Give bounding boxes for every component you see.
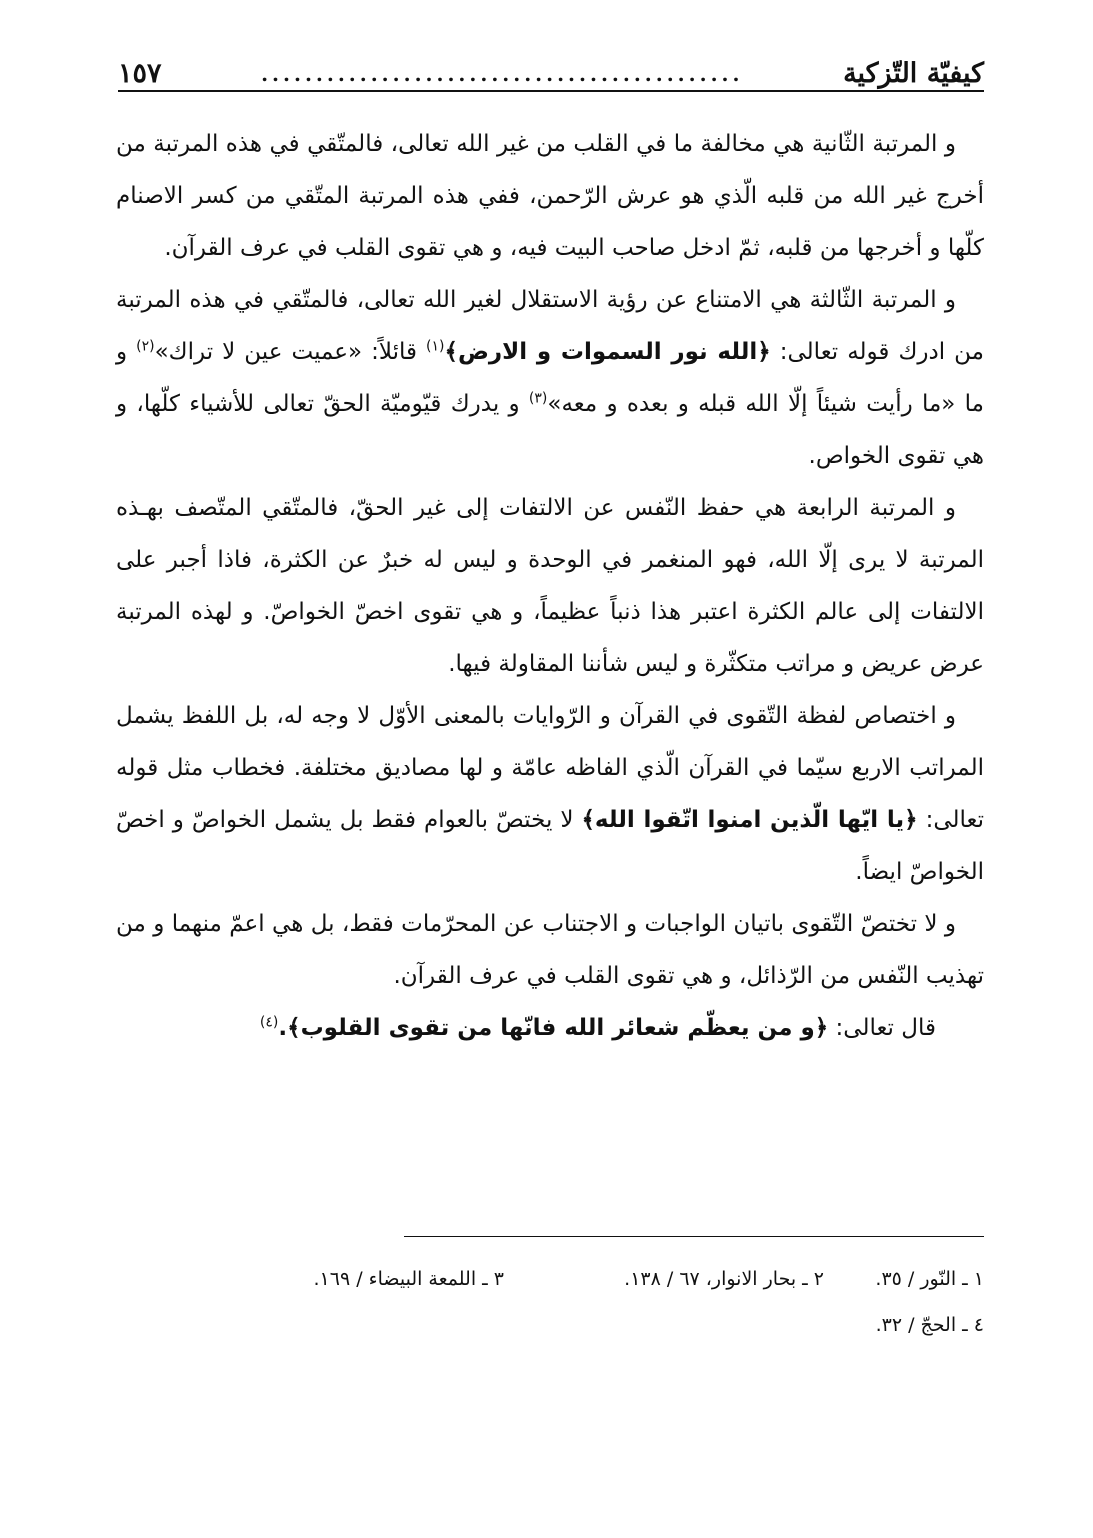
page-number: ١٥٧ — [118, 58, 162, 89]
paragraph-2-text-a: و المرتبة الثّالثة هي الامتناع عن رؤية الاستقلال لغير الله تعالى، فالمتّقي في هذه المرتبة من ادرك قوله تعالى: — [116, 287, 984, 365]
quran-quote-2: ﴿يا ايّها الّذين امنوا اتّقوا الله﴾ — [581, 807, 918, 833]
paragraph-2-text-b: قائلاً: «عميت عين لا تراك» — [154, 339, 427, 365]
footnote-rule — [404, 1236, 984, 1237]
footnote-ref-3: (٣) — [528, 390, 548, 407]
paragraph-5: و لا تختصّ التّقوى باتيان الواجبات و الاجتناب عن المحرّمات فقط، بل هي اعمّ منهما و من تهذيب النّفس من الرّذائل، و هي تقوى القلب في عرف القرآن. — [116, 911, 984, 989]
paragraph-3: و المرتبة الرابعة هي حفظ النّفس عن الالتفات إلى غير الحقّ، فالمتّقي المتّصف بهـذه المرتبة لا يرى إلّا الله، فهو المنغمر في الوحدة و ليس له خبرٌ عن الكثرة، فاذا أجبر على الالتفات إلى عالم الكثرة اعتبر هذا ذنباً عظيماً، و هي تقوى اخصّ الخواصّ. و لهذه المرتبة عرض عريض و مراتب متكثّرة و ليس شأننا المقاولة فيها. — [116, 495, 984, 677]
footnote-row-1 — [116, 1256, 984, 1302]
paragraph-4-text-b: لا يختصّ بالعوام فقط بل يشمل الخواصّ و اخصّ الخواصّ ايضاً. — [116, 807, 984, 885]
paragraph-2-text-c: و ما «ما رأيت شيئاً إلّا الله قبله و بعده و معه» — [116, 339, 984, 417]
footnote-3: ٣ ـ اللمعة البيضاء / ١٦٩. — [313, 1268, 504, 1290]
paragraph-1: و المرتبة الثّانية هي مخالفة ما في القلب من غير الله تعالى، فالمتّقي في هذه المرتبة من أخرج غير الله من قلبه الّذي هو عرش الرّحمن، ففي هذه المرتبة المتّقي من كسر الاصنام كلّها و أخرجها من قلبه، ثمّ ادخل صاحب البيت فيه، و هي تقوى القلب في عرف القرآن. — [116, 131, 984, 261]
running-header — [118, 34, 984, 94]
main-text — [116, 118, 984, 1054]
footnote-2: ٢ ـ بحار الانوار، ٦٧ / ١٣٨. — [624, 1268, 824, 1290]
footnotes — [116, 1256, 984, 1348]
paragraph-4 — [116, 690, 984, 898]
footnote-4: ٤ ـ الحجّ / ٣٢. — [875, 1314, 984, 1336]
leader-dots: ............................................ — [261, 62, 744, 86]
paragraph-6 — [116, 1002, 984, 1054]
footnote-row-2 — [116, 1302, 984, 1348]
footnote-1: ١ ـ النّور / ٣٥. — [875, 1268, 984, 1290]
quran-quote-3: ﴿و من يعظّم شعائر الله فانّها من تقوى القلوب﴾. — [278, 1015, 829, 1041]
footnote-ref-4: (٤) — [259, 1014, 279, 1031]
footnote-ref-2: (٢) — [136, 338, 155, 355]
paragraph-2-text-d: و يدرك قيّوميّة الحقّ تعالى للأشياء كلّها، و هي تقوى الخواص. — [116, 391, 984, 469]
paragraph-6-text-a: قال تعالى: — [828, 1015, 936, 1041]
header-rule — [118, 90, 984, 92]
quran-quote-1: ﴿الله نور السموات و الارض﴾ — [444, 339, 771, 365]
footnote-ref-1: (١) — [426, 338, 445, 355]
chapter-title: كيفيّة التّزكية — [843, 58, 984, 89]
paragraph-4-text-a: و اختصاص لفظة التّقوى في القرآن و الرّوايات بالمعنى الأوّل لا وجه له، بل اللفظ يشمل المراتب الاربع سيّما في القرآن الّذي الفاظه عامّة و لها مصاديق مختلفة. فخطاب مثل قوله تعالى: — [116, 703, 985, 833]
paragraph-2 — [116, 274, 984, 482]
